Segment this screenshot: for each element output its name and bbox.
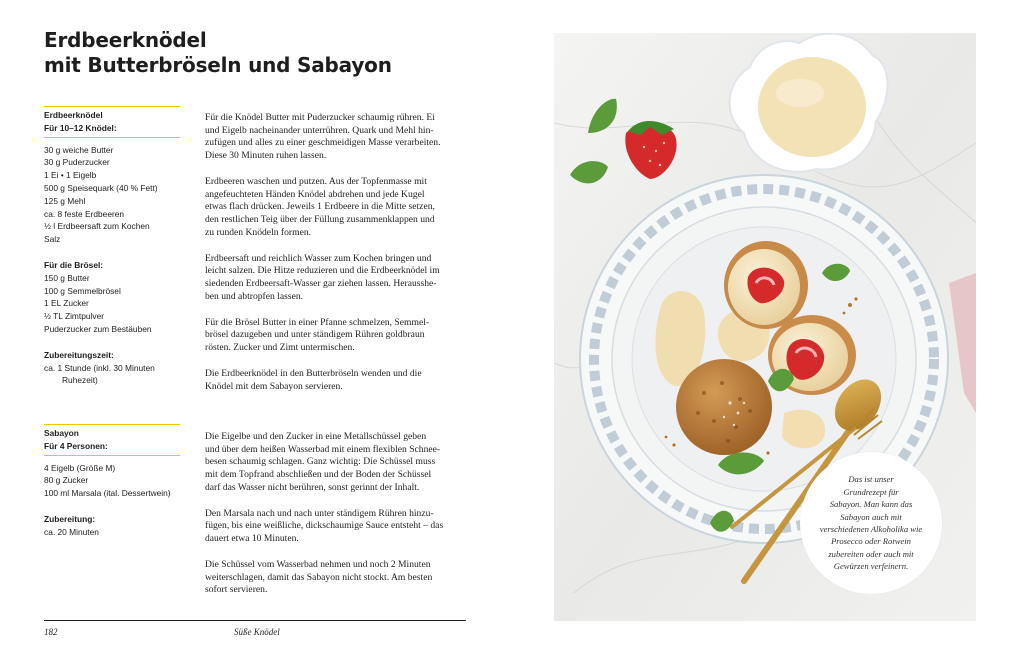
text-line: etwas flach drücken. Jeweils 1 Erdbeere in die Mitte setzen, <box>205 201 435 213</box>
serving-tip <box>800 452 942 594</box>
text-line: zu runden Knödeln formen. <box>205 226 312 238</box>
ingredients-heading: Erdbeerknödel <box>44 110 103 120</box>
ingredient-item: 1 EL Zucker <box>44 298 89 309</box>
prep-time <box>44 362 180 388</box>
text-line: zufügen und alles zu einer geschmeidigen Masse verarbeiten. <box>205 137 441 149</box>
halved-dumpling-top <box>724 241 808 329</box>
servings-label: Für 4 Personen: <box>44 440 180 456</box>
text-line: Erdbeeren waschen und putzen. Aus der Topfenmasse mit <box>205 175 427 187</box>
text-line: und Eigelb nacheinander unterrühren. Quark und Mehl hin- <box>205 124 434 136</box>
page-number: 182 <box>44 627 58 637</box>
ingredient-item: 100 ml Marsala (ital. Dessertwein) <box>44 488 171 499</box>
text-line: Die Schüssel vom Wasserbad nehmen und noch 2 Minuten <box>205 558 431 570</box>
tip-line: Sabayon. Man kann das <box>829 499 913 510</box>
prep-time-label: Zubereitung: <box>44 513 96 524</box>
text-line: Diese 30 Minuten ruhen lassen. <box>205 150 327 162</box>
ingredient-item: ½ l Erdbeersaft zum Kochen <box>44 221 150 232</box>
ingredient-item: 500 g Speisequark (40 % Fett) <box>44 182 158 193</box>
text-line: sofort servieren. <box>205 584 268 596</box>
text-line: ben und abtropfen lassen. <box>205 290 304 302</box>
text-line: und über dem heißen Wasserbad mit einem flexiblen Schnee- <box>205 443 441 455</box>
text-line: angefeuchteten Händen Knödel abdrehen und jede Kugel <box>205 188 425 200</box>
ingredient-item: 4 Eigelb (Größe M) <box>44 462 116 473</box>
servings-label: Für 10–12 Knödel: <box>44 122 180 138</box>
text-line: besen schaumig schlagen. Ganz wichtig: Die Schüssel muss <box>205 456 436 468</box>
text-line: Die Erdbeerknödel in den Butterbröseln wenden und die <box>205 367 422 379</box>
broesel-heading: Für die Brösel: <box>44 259 104 270</box>
recipe-title <box>44 28 392 78</box>
text-line: Knödel mit dem Sabayon servieren. <box>205 380 343 392</box>
ingredient-item: 150 g Butter <box>44 272 90 283</box>
method-sabayon <box>205 418 467 610</box>
tip-line: verschiedenen Alkoholika wie <box>819 524 923 534</box>
ingredient-item: 80 g Zucker <box>44 475 89 486</box>
tip-line: zubereiten oder auch mit <box>828 548 914 559</box>
ingredients-sabayon <box>44 424 180 539</box>
method-knoedel <box>205 99 467 406</box>
text-line: den restlichen Teig über der Füllung zusammenklappen und <box>205 214 435 226</box>
tip-line: Gewürzen verfeinern. <box>833 561 909 572</box>
ingredients-heading: Sabayon <box>44 428 79 438</box>
tip-line: Prosecco oder Rotwein <box>831 536 911 547</box>
prep-time-line: ca. 1 Stunde (inkl. 30 Minuten <box>44 362 155 373</box>
prep-time: ca. 20 Minuten <box>44 526 99 537</box>
ingredients-knoedel <box>44 106 180 387</box>
ingredient-item: Salz <box>44 234 61 245</box>
text-line: Für die Knödel Butter mit Puderzucker schaumig rühren. Ei <box>205 111 435 123</box>
prep-time-label: Zubereitungszeit: <box>44 349 114 360</box>
ingredient-list <box>44 462 180 500</box>
text-line: Für die Brösel Butter in einer Pfanne schmelzen, Semmel- <box>205 316 430 328</box>
ingredient-item: ½ TL Zimtpulver <box>44 311 105 322</box>
tip-line: Das ist unser <box>848 474 894 485</box>
broesel-ingredient-list <box>44 272 180 336</box>
text-line: darf das Wasser nicht berühren, sonst gerinnt der Inhalt. <box>205 481 420 493</box>
tip-line: Grundrezept für <box>843 486 899 497</box>
text-line: leicht salzen. Die Hitze reduzieren und die Erdbeerknödel im <box>205 265 440 277</box>
sabayon-sauce <box>758 57 866 157</box>
text-line: Den Marsala nach und nach unter ständigem Rühren hinzu- <box>205 507 434 519</box>
ingredient-item: 30 g weiche Butter <box>44 144 114 155</box>
text-line: weiterschlagen, damit das Sabayon nicht stockt. Am besten <box>205 571 433 583</box>
ingredient-item: 30 g Puderzucker <box>44 157 110 168</box>
text-line: siedenden Erdbeersaft-Wasser gar ziehen lassen. Herausshe- <box>205 278 437 290</box>
chapter-title: Süße Knödel <box>234 627 280 637</box>
text-line: Erdbeersaft und reichlich Wasser zum Kochen bringen und <box>205 252 432 264</box>
crumbed-dumpling <box>676 359 772 455</box>
text-line: Die Eigelbe und den Zucker in eine Metallschüssel geben <box>205 430 427 442</box>
text-line: mit dem Topfrand abschließen und der Boden der Schüssel <box>205 469 432 481</box>
tip-line: Sabayon auch mit <box>840 511 902 522</box>
text-line: rösten. Zucker und Zimt untermischen. <box>205 342 355 354</box>
text-line: brösel dazugeben und unter ständigem Rühren goldbraun <box>205 329 425 341</box>
ingredient-item: 1 Ei • 1 Eigelb <box>44 170 97 181</box>
title-line: mit Butterbröseln und Sabayon <box>44 53 392 77</box>
prep-time-line: Ruhezeit) <box>62 375 98 386</box>
ingredient-item: Puderzucker zum Bestäuben <box>44 323 152 334</box>
ingredient-item: 100 g Semmelbrösel <box>44 285 121 296</box>
text-line: fügen, bis eine weißliche, dickschaumige Sauce entsteht – das <box>205 520 444 532</box>
ingredient-list <box>44 144 180 246</box>
ingredient-item: 125 g Mehl <box>44 195 86 206</box>
footer-rule <box>44 620 466 621</box>
title-line: Erdbeerknödel <box>44 28 207 52</box>
ingredient-item: ca. 8 feste Erdbeeren <box>44 208 125 219</box>
text-line: dauert etwa 10 Minuten. <box>205 533 299 545</box>
